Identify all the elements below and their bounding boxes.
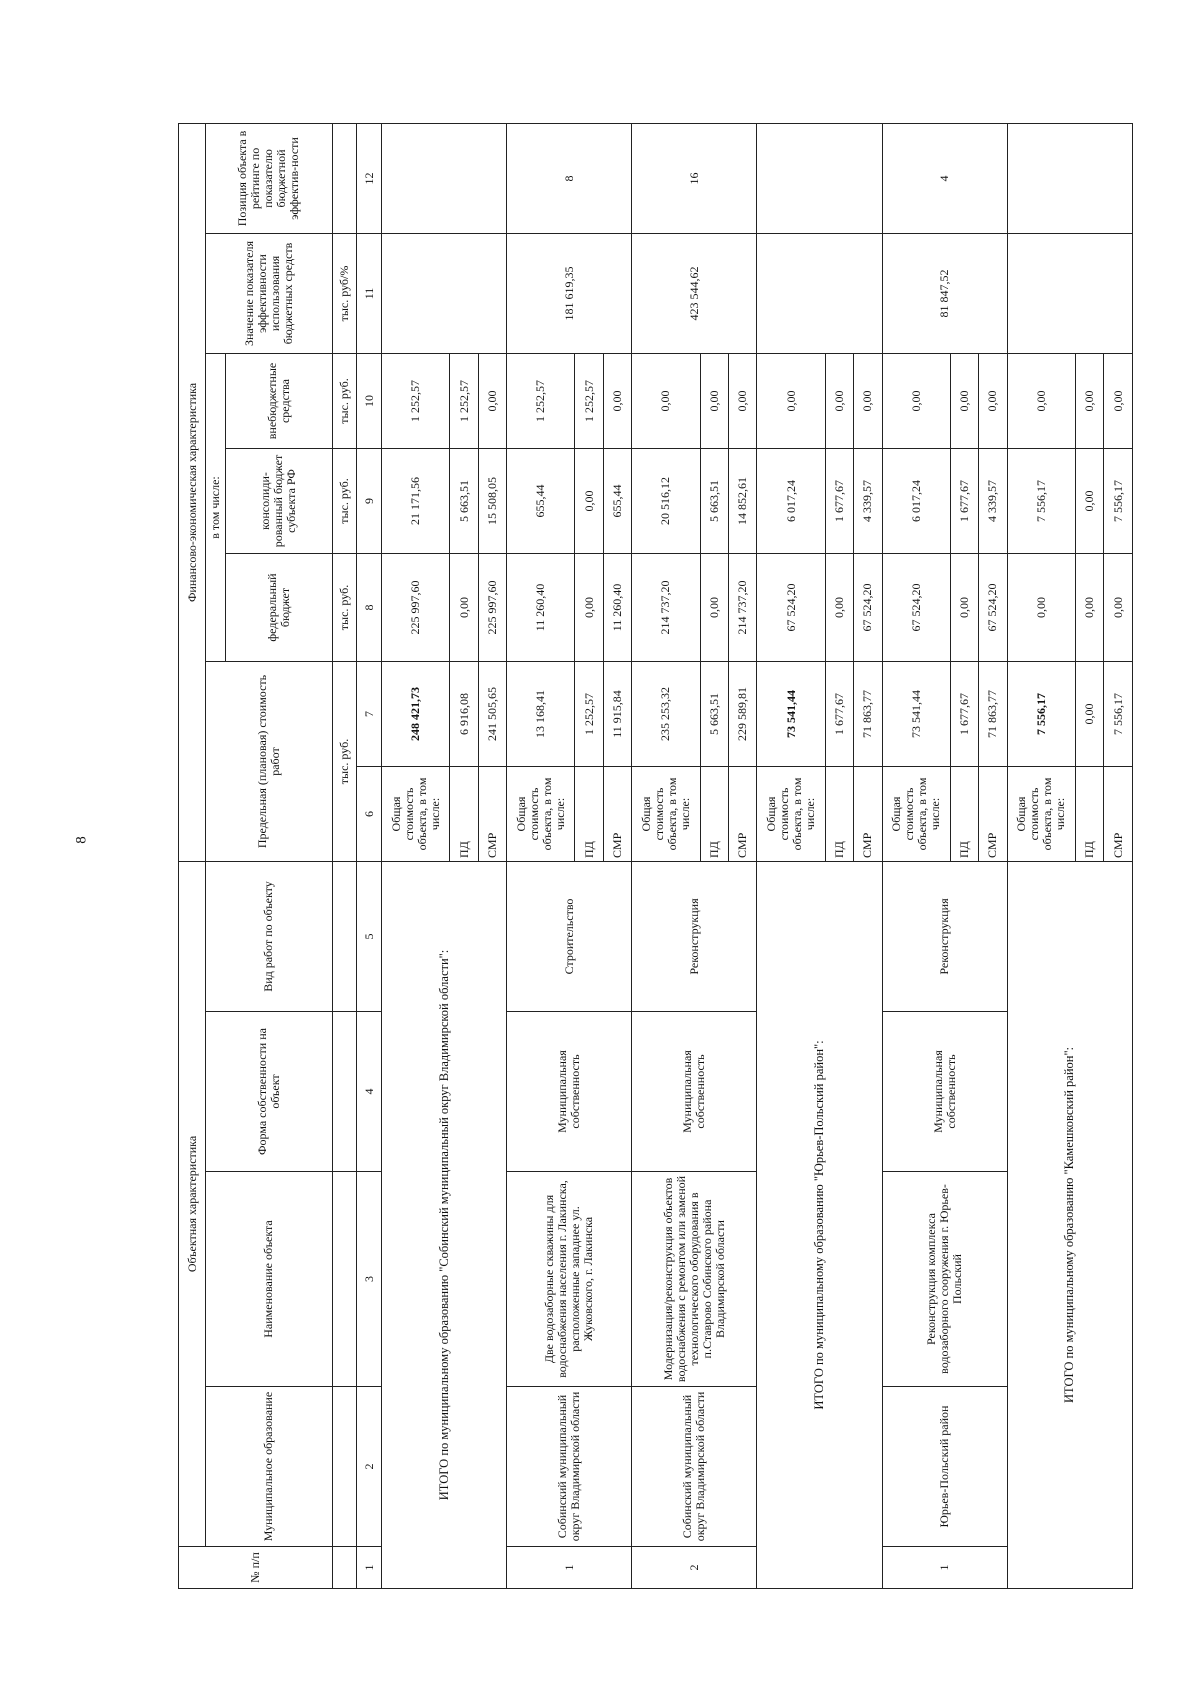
- rotated-table-container: [178, 124, 1133, 1589]
- consol-value: 7 556,17: [1007, 449, 1075, 554]
- object-kind: Реконструкция: [882, 862, 1007, 1012]
- itogo-label: ИТОГО по муниципальному образованию "Юрьев-Польский район":: [757, 862, 882, 1589]
- header-consol: консолиди-рованный бюджет субъекта РФ: [226, 449, 333, 554]
- cost-value: 241 505,65: [478, 662, 506, 767]
- consol-value: 1 677,67: [825, 449, 853, 554]
- extra-value: 0,00: [1075, 354, 1103, 449]
- cost-type-label: ПД: [450, 767, 478, 862]
- unit-consol: тыс. руб.: [332, 449, 357, 554]
- column-number: 6: [357, 767, 382, 862]
- column-number: 12: [357, 123, 382, 233]
- consol-value: 15 508,05: [478, 449, 506, 554]
- fed-value: 0,00: [700, 554, 728, 662]
- consol-value: 5 663,51: [700, 449, 728, 554]
- cost-value: 1 677,67: [950, 662, 978, 767]
- fed-value: 11 260,40: [603, 554, 631, 662]
- consol-value: 4 339,57: [854, 449, 882, 554]
- object-num: 1: [882, 1547, 1007, 1589]
- consol-value: 7 556,17: [1104, 449, 1133, 554]
- fed-value: 0,00: [575, 554, 603, 662]
- fed-value: 0,00: [1007, 554, 1075, 662]
- eff-empty: [757, 234, 882, 354]
- cost-type-label: Общая стоимость объекта, в том числе:: [757, 767, 825, 862]
- cost-value: 73 541,44: [882, 662, 950, 767]
- cost-type-label: ПД: [575, 767, 603, 862]
- cost-type-label: ПД: [950, 767, 978, 862]
- cost-type-label: ПД: [825, 767, 853, 862]
- extra-value: 1 252,57: [382, 354, 450, 449]
- header-cost: Предельная (плановая) стоимость работ: [206, 662, 332, 862]
- header-kind: Вид работ по объекту: [206, 862, 332, 1012]
- object-row: [632, 123, 700, 1588]
- extra-value: 1 252,57: [450, 354, 478, 449]
- rank-value: 4: [882, 123, 1007, 233]
- cost-value: 0,00: [1075, 662, 1103, 767]
- object-form: Муниципальная собственность: [507, 1012, 632, 1172]
- eff-value: 423 544,62: [632, 234, 757, 354]
- object-mo: Собинский муниципальный округ Владимирской области: [507, 1387, 632, 1547]
- extra-value: 0,00: [478, 354, 506, 449]
- extra-value: 0,00: [825, 354, 853, 449]
- object-mo: Юрьев-Польский район: [882, 1387, 1007, 1547]
- fed-value: 214 737,20: [632, 554, 700, 662]
- consol-value: 0,00: [1075, 449, 1103, 554]
- itogo-row: [382, 123, 450, 1588]
- fed-value: 214 737,20: [728, 554, 756, 662]
- extra-value: 0,00: [632, 354, 700, 449]
- column-number: 8: [357, 554, 382, 662]
- column-number: 10: [357, 354, 382, 449]
- header-form: Форма собственности на объект: [206, 1012, 332, 1172]
- object-characteristics-table: [178, 123, 1133, 1589]
- column-number: 5: [357, 862, 382, 1012]
- header-rank: Позиция объекта в рейтинге по показателю бюджетной эффектив-ности: [206, 123, 332, 233]
- cost-value: 5 663,51: [700, 662, 728, 767]
- extra-value: 0,00: [854, 354, 882, 449]
- object-form: Муниципальная собственность: [632, 1012, 757, 1172]
- header-including: в том числе:: [206, 354, 226, 662]
- header-fed: федеральный бюджет: [226, 554, 333, 662]
- extra-value: 0,00: [757, 354, 825, 449]
- consol-value: 6 017,24: [757, 449, 825, 554]
- cost-type-label: Общая стоимость объекта, в том числе:: [382, 767, 450, 862]
- rank-empty: [382, 123, 507, 233]
- fed-value: 67 524,20: [854, 554, 882, 662]
- itogo-row: [1007, 123, 1075, 1588]
- cost-value: 229 589,81: [728, 662, 756, 767]
- cost-value: 73 541,44: [757, 662, 825, 767]
- eff-empty: [382, 234, 507, 354]
- extra-value: 0,00: [950, 354, 978, 449]
- rank-empty: [1007, 123, 1132, 233]
- column-number: 4: [357, 1012, 382, 1172]
- cost-type-label: СМР: [854, 767, 882, 862]
- itogo-row: [757, 123, 825, 1588]
- cost-type-label: СМР: [478, 767, 506, 862]
- cost-value: 235 253,32: [632, 662, 700, 767]
- rank-empty: [757, 123, 882, 233]
- object-name: Модернизация/реконструкция объектов водоснабжения с ремонтом или заменой технологического оборудования в п.Ставрово Собинского района Владимирской области: [632, 1172, 757, 1387]
- unit-fed: тыс. руб.: [332, 554, 357, 662]
- consol-value: 6 017,24: [882, 449, 950, 554]
- extra-value: 0,00: [1104, 354, 1133, 449]
- object-kind: Реконструкция: [632, 862, 757, 1012]
- cost-value: 71 863,77: [854, 662, 882, 767]
- eff-value: 181 619,35: [507, 234, 632, 354]
- fed-value: 225 997,60: [478, 554, 506, 662]
- extra-value: 1 252,57: [507, 354, 575, 449]
- cost-value: 7 556,17: [1007, 662, 1075, 767]
- cost-value: 71 863,77: [979, 662, 1007, 767]
- cost-type-label: СМР: [1104, 767, 1133, 862]
- cost-type-label: ПД: [1075, 767, 1103, 862]
- column-number: 2: [357, 1387, 382, 1547]
- extra-value: 0,00: [603, 354, 631, 449]
- cost-value: 1 252,57: [575, 662, 603, 767]
- object-name: Реконструкция комплекса водозаборного сооружения г. Юрьев-Польский: [882, 1172, 1007, 1387]
- cost-type-label: Общая стоимость объекта, в том числе:: [1007, 767, 1075, 862]
- cost-type-label: СМР: [979, 767, 1007, 862]
- unit-eff: тыс. руб/%: [332, 234, 357, 354]
- object-row: [507, 123, 575, 1588]
- column-number: 9: [357, 449, 382, 554]
- cost-type-label: Общая стоимость объекта, в том числе:: [507, 767, 575, 862]
- cost-value: 13 168,41: [507, 662, 575, 767]
- extra-value: 1 252,57: [575, 354, 603, 449]
- cost-type-label: Общая стоимость объекта, в том числе:: [882, 767, 950, 862]
- object-kind: Строительство: [507, 862, 632, 1012]
- object-form: Муниципальная собственность: [882, 1012, 1007, 1172]
- consol-value: 655,44: [507, 449, 575, 554]
- cost-type-label: Общая стоимость объекта, в том числе:: [632, 767, 700, 862]
- object-num: 2: [632, 1547, 757, 1589]
- rank-value: 8: [507, 123, 632, 233]
- fed-value: 0,00: [950, 554, 978, 662]
- consol-value: 0,00: [575, 449, 603, 554]
- cost-value: 7 556,17: [1104, 662, 1133, 767]
- fed-value: 11 260,40: [507, 554, 575, 662]
- consol-value: 1 677,67: [950, 449, 978, 554]
- cost-value: 6 916,08: [450, 662, 478, 767]
- column-number: 3: [357, 1172, 382, 1387]
- object-row: [882, 123, 950, 1588]
- consol-value: 20 516,12: [632, 449, 700, 554]
- fed-value: 225 997,60: [382, 554, 450, 662]
- eff-value: 81 847,52: [882, 234, 1007, 354]
- header-group-finance: Финансово-экономическая характеристика: [179, 123, 206, 861]
- cost-type-label: СМР: [603, 767, 631, 862]
- extra-value: 0,00: [979, 354, 1007, 449]
- cost-type-label: СМР: [728, 767, 756, 862]
- itogo-label: ИТОГО по муниципальному образованию "Камешковский район":: [1007, 862, 1132, 1589]
- object-mo: Собинский муниципальный округ Владимирской области: [632, 1387, 757, 1547]
- fed-value: 67 524,20: [757, 554, 825, 662]
- header-name: Наименование объекта: [206, 1172, 332, 1387]
- extra-value: 0,00: [700, 354, 728, 449]
- fed-value: 67 524,20: [979, 554, 1007, 662]
- header-num: № п/п: [179, 1547, 333, 1589]
- extra-value: 0,00: [882, 354, 950, 449]
- consol-value: 21 171,56: [382, 449, 450, 554]
- eff-empty: [1007, 234, 1132, 354]
- fed-value: 0,00: [825, 554, 853, 662]
- cost-value: 248 421,73: [382, 662, 450, 767]
- cost-type-label: ПД: [700, 767, 728, 862]
- object-num: 1: [507, 1547, 632, 1589]
- unit-extra: тыс. руб.: [332, 354, 357, 449]
- fed-value: 0,00: [450, 554, 478, 662]
- page-number: 8: [73, 836, 90, 844]
- itogo-label: ИТОГО по муниципальному образованию "Собинский муниципальный округ Владимирской области":: [382, 862, 507, 1589]
- header-group-object: Объектная характеристика: [179, 862, 206, 1547]
- consol-value: 5 663,51: [450, 449, 478, 554]
- extra-value: 0,00: [1007, 354, 1075, 449]
- cost-value: 1 677,67: [825, 662, 853, 767]
- fed-value: 67 524,20: [882, 554, 950, 662]
- fed-value: 0,00: [1075, 554, 1103, 662]
- column-number: 1: [357, 1547, 382, 1589]
- consol-value: 655,44: [603, 449, 631, 554]
- column-number: 11: [357, 234, 382, 354]
- rank-value: 16: [632, 123, 757, 233]
- header-mo: Муниципальное образование: [206, 1387, 332, 1547]
- object-name: Две водозаборные скважины для водоснабжения населения г. Лакинска, расположенные западнее ул. Жуковского, г. Лакинска: [507, 1172, 632, 1387]
- consol-value: 14 852,61: [728, 449, 756, 554]
- cost-value: 11 915,84: [603, 662, 631, 767]
- header-eff: Значение показателя эффективности использования бюджетных средств: [206, 234, 332, 354]
- consol-value: 4 339,57: [979, 449, 1007, 554]
- unit-cost: тыс. руб.: [332, 662, 357, 862]
- extra-value: 0,00: [728, 354, 756, 449]
- column-number: 7: [357, 662, 382, 767]
- header-extra: внебюджетные средства: [226, 354, 333, 449]
- fed-value: 0,00: [1104, 554, 1133, 662]
